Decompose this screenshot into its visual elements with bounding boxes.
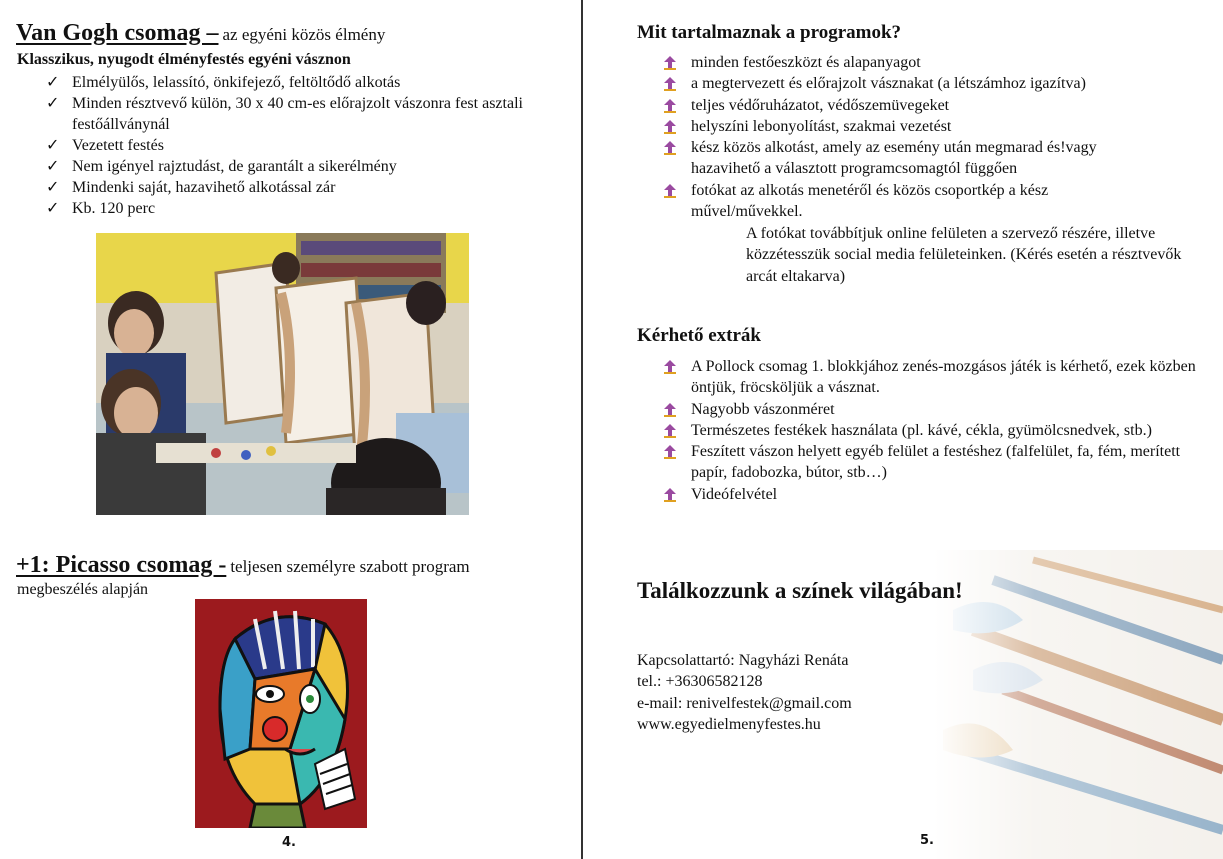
- programs-list: [637, 52, 1157, 222]
- list-item: [637, 441, 1207, 484]
- checkmark-icon: ✓: [46, 200, 60, 217]
- list-item-text: Minden résztvevő külön, 30 x 40 cm-es előrajzolt vászonra fest asztali festőállványnál: [72, 95, 523, 133]
- list-item: [46, 135, 566, 156]
- list-item: [46, 156, 566, 177]
- list-item: [637, 73, 1157, 94]
- list-item: [637, 180, 1157, 223]
- arrow-bullet-icon: [662, 403, 678, 417]
- checkmark-icon: ✓: [46, 158, 60, 175]
- list-item-text: Videófelvétel: [691, 485, 778, 503]
- checkmark-icon: ✓: [46, 137, 60, 154]
- list-item: [637, 484, 1207, 505]
- checkmark-icon: ✓: [46, 179, 60, 196]
- list-item-text: Természetes festékek használata (pl. kávé, cékla, gyümölcsnedvek, stb.): [691, 421, 1152, 439]
- list-item-text: Nagyobb vászonméret: [691, 400, 835, 418]
- page-number: 4.: [282, 835, 296, 850]
- checkmark-icon: ✓: [46, 95, 60, 112]
- contact-block: [637, 650, 852, 735]
- contact-phone: tel.: +36306582128: [637, 673, 763, 691]
- paintbrushes-image: [933, 550, 1223, 859]
- list-item: [637, 420, 1207, 441]
- van-gogh-subtitle: Klasszikus, nyugodt élményfestés egyéni vásznon: [17, 51, 351, 68]
- list-item-text: A Pollock csomag 1. blokkjához zenés-mozgásos játék is kérhető, ezek közben öntjük, fröcsköljük a vásznat.: [691, 358, 1196, 397]
- list-item: [637, 52, 1157, 73]
- picasso-tagline: teljesen személyre szabott program: [230, 557, 470, 576]
- list-item: [637, 356, 1207, 399]
- van-gogh-feature-list: [46, 72, 566, 219]
- list-item-text: Vezetett festés: [72, 137, 164, 154]
- list-item: [46, 177, 566, 198]
- workshop-photo: [96, 233, 469, 515]
- contact-person: Kapcsolattartó: Nagyházi Renáta: [637, 652, 849, 669]
- picasso-portrait-image: [195, 599, 367, 828]
- list-item: [46, 198, 566, 219]
- slogan: Találkozzunk a színek világában!: [637, 578, 963, 603]
- contact-website[interactable]: www.egyedielmenyfestes.hu: [637, 715, 821, 733]
- arrow-bullet-icon: [662, 424, 678, 438]
- photos-note: A fotókat továbbítjuk online felületen a szervező részére, illetve közzétesszük social media felületeinken. (Kérés esetén a résztvevők arcát eltakarva): [746, 225, 1182, 285]
- list-item: [637, 399, 1207, 420]
- programs-heading: Mit tartalmaznak a programok?: [637, 22, 902, 43]
- list-item-text: Nem igényel rajztudást, de garantált a sikerélmény: [72, 158, 397, 175]
- contact-email[interactable]: e-mail: renivelfestek@gmail.com: [637, 694, 852, 712]
- list-item-text: minden festőeszközt és alapanyagot: [691, 54, 921, 71]
- picasso-title: +1: Picasso csomag -: [16, 552, 227, 578]
- picasso-tagline-continued: megbeszélés alapján: [17, 581, 149, 598]
- list-item-text: helyszíni lebonyolítást, szakmai vezetést: [691, 117, 952, 135]
- extras-heading: Kérhető extrák: [637, 325, 761, 346]
- list-item-text: Elmélyülős, lelassító, önkifejező, feltöltődő alkotás: [72, 74, 401, 91]
- list-item-text: fotókat az alkotás menetéről és közös csoportkép a kész művel/művekkel.: [691, 181, 1049, 221]
- list-item-text: a megtervezett és előrajzolt vásznakat (a létszámhoz igazítva): [691, 75, 1086, 93]
- list-item-text: kész közös alkotást, amely az esemény után megmarad és!vagy hazavihető a választott programcsomagtól függően: [691, 139, 1097, 178]
- arrow-bullet-icon: [662, 56, 678, 70]
- list-item-text: Mindenki saját, hazavihető alkotással zár: [72, 179, 336, 196]
- left-page: [0, 0, 581, 859]
- arrow-bullet-icon: [662, 360, 678, 374]
- list-item-text: Kb. 120 perc: [72, 200, 156, 217]
- checkmark-icon: ✓: [46, 74, 60, 91]
- arrow-bullet-icon: [662, 77, 678, 91]
- arrow-bullet-icon: [662, 99, 678, 113]
- list-item: [46, 93, 566, 135]
- van-gogh-heading: [16, 20, 385, 47]
- arrow-bullet-icon: [662, 120, 678, 134]
- picasso-heading: [16, 552, 470, 579]
- right-page: [583, 0, 1223, 859]
- van-gogh-tagline: az egyéni közös élmény: [222, 25, 386, 44]
- arrow-bullet-icon: [662, 488, 678, 502]
- extras-list: [637, 356, 1207, 505]
- arrow-bullet-icon: [662, 184, 678, 198]
- page-number: 5.: [920, 833, 934, 848]
- arrow-bullet-icon: [662, 141, 678, 155]
- list-item-text: Feszített vászon helyett egyéb felület a festéshez (falfelület, fa, fém, merített papír, fadobozka, bútor, stb…): [691, 443, 1181, 482]
- list-item: [637, 137, 1157, 180]
- list-item: [46, 72, 566, 93]
- van-gogh-title: Van Gogh csomag –: [16, 20, 219, 46]
- list-item: [637, 95, 1157, 116]
- arrow-bullet-icon: [662, 445, 678, 459]
- list-item: [637, 116, 1157, 137]
- list-item-text: teljes védőruházatot, védőszemüvegeket: [691, 96, 950, 114]
